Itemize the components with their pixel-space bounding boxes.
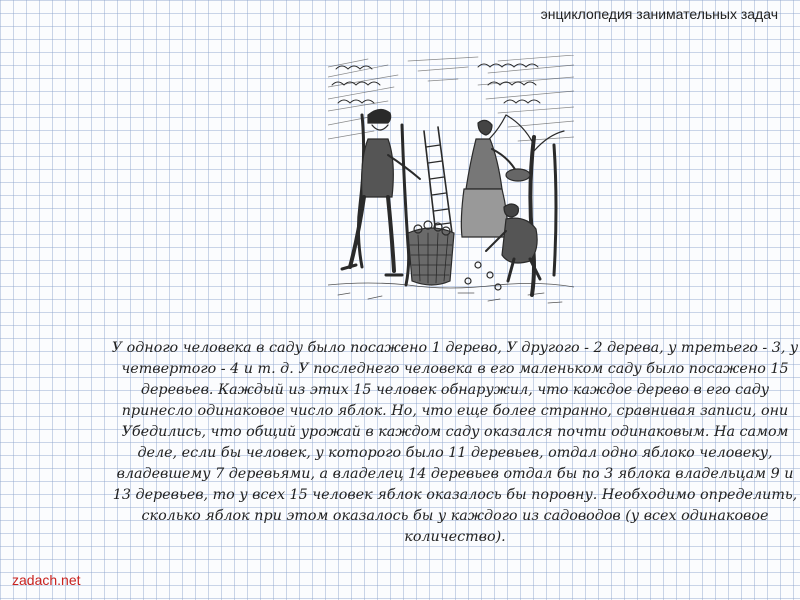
site-link[interactable]: zadach.net <box>12 572 81 588</box>
apple-orchard-engraving <box>328 55 574 307</box>
site-title: энциклопедия занимательных задач <box>540 6 778 22</box>
puzzle-text: У одного человека в саду было посажено 1 дерево, У другого - 2 дерева, у третьего - 3, у четвертого - 4 и т. д. У последнего человека в его маленьком саду было посажено 15 деревьев. Каждый из этих 15 человек обнаружил, что каждое дерево в его саду принесло одинаковое число яблок. Но, что еще более странно, сравнивая записи, они Убедились, что общий урожай в каждом саду оказался почти одинаковым. На самом деле, если бы человек, у которого было 11 деревьев, отдал одно яблоко человеку, владевшему 7 деревьями, а владелец 14 деревьев отдал бы по 3 яблока владельцам 9 и 13 деревьев, то у всех 15 человек яблок оказалось бы поровну. Необходимо определить, сколько яблок при этом оказалось бы у каждого из садоводов (у всех одинаковое количество). <box>111 340 799 545</box>
